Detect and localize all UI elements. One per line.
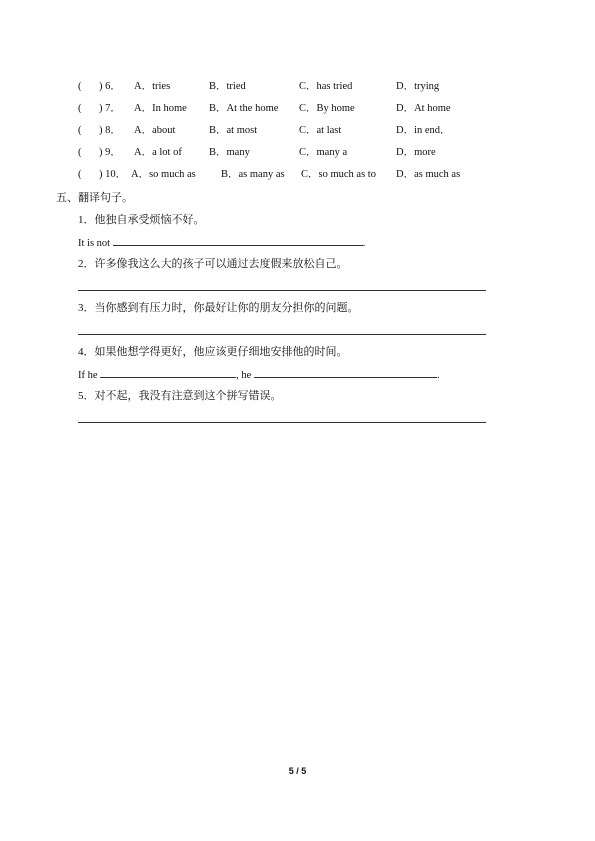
translation-question-3: 3．当你感到有压力时，你最好让你的朋友分担你的问题。 — [78, 302, 359, 314]
option-a: A．tries — [134, 81, 171, 92]
answer-line-2[interactable] — [78, 290, 486, 291]
option-d: D．trying — [396, 81, 440, 92]
option-d: D．At home — [396, 103, 451, 114]
option-b: B．as many as — [221, 169, 285, 180]
option-b: B．at most — [209, 125, 258, 136]
option-a: A．a lot of — [134, 147, 182, 158]
answer-paren: ( — [78, 147, 82, 158]
answer-row-1 — [78, 234, 365, 252]
translation-question-1: 1．他独自承受烦恼不好。 — [78, 214, 205, 226]
option-c: C．many a — [299, 147, 348, 158]
question-number: ) 9． — [99, 147, 121, 158]
answer-suffix: . — [436, 370, 440, 381]
option-a: A．about — [134, 125, 176, 136]
answer-paren: ( — [78, 103, 82, 114]
option-d: D．as much as — [396, 169, 461, 180]
option-c: C．at last — [299, 125, 342, 136]
option-b: B．At the home — [209, 103, 279, 114]
answer-blank-2[interactable] — [254, 366, 437, 378]
question-number: ) 10． — [99, 169, 127, 180]
option-c: C．has tried — [299, 81, 353, 92]
translation-question-2: 2．许多像我这么大的孩子可以通过去度假来放松自己。 — [78, 258, 348, 270]
answer-prefix: It is not — [78, 238, 111, 249]
option-c: C．so much as to — [301, 169, 376, 180]
option-c: C．By home — [299, 103, 355, 114]
answer-prefix: If he — [78, 370, 98, 381]
answer-suffix: . — [362, 238, 366, 249]
option-a: A．In home — [134, 103, 187, 114]
answer-middle: , he — [236, 370, 252, 381]
answer-line-3[interactable] — [78, 334, 486, 335]
section-title: 五、翻译句子。 — [56, 192, 133, 204]
answer-paren: ( — [78, 125, 82, 136]
answer-line-5[interactable] — [78, 422, 486, 423]
answer-row-4 — [78, 366, 440, 384]
question-number: ) 7． — [99, 103, 121, 114]
answer-paren: ( — [78, 169, 82, 180]
answer-blank[interactable] — [113, 234, 363, 246]
option-b: B．tried — [209, 81, 246, 92]
option-d: D．in end． — [396, 125, 451, 136]
answer-blank-1[interactable] — [100, 366, 236, 378]
translation-question-4: 4．如果他想学得更好，他应该更仔细地安排他的时间。 — [78, 346, 348, 358]
question-number: ) 6． — [99, 81, 121, 92]
question-number: ) 8． — [99, 125, 121, 136]
option-d: D．more — [396, 147, 436, 158]
option-b: B．many — [209, 147, 250, 158]
page-number: 5 / 5 — [288, 766, 307, 776]
translation-question-5: 5．对不起，我没有注意到这个拼写错误。 — [78, 390, 282, 402]
answer-paren: ( — [78, 81, 82, 92]
option-a: A．so much as — [131, 169, 196, 180]
